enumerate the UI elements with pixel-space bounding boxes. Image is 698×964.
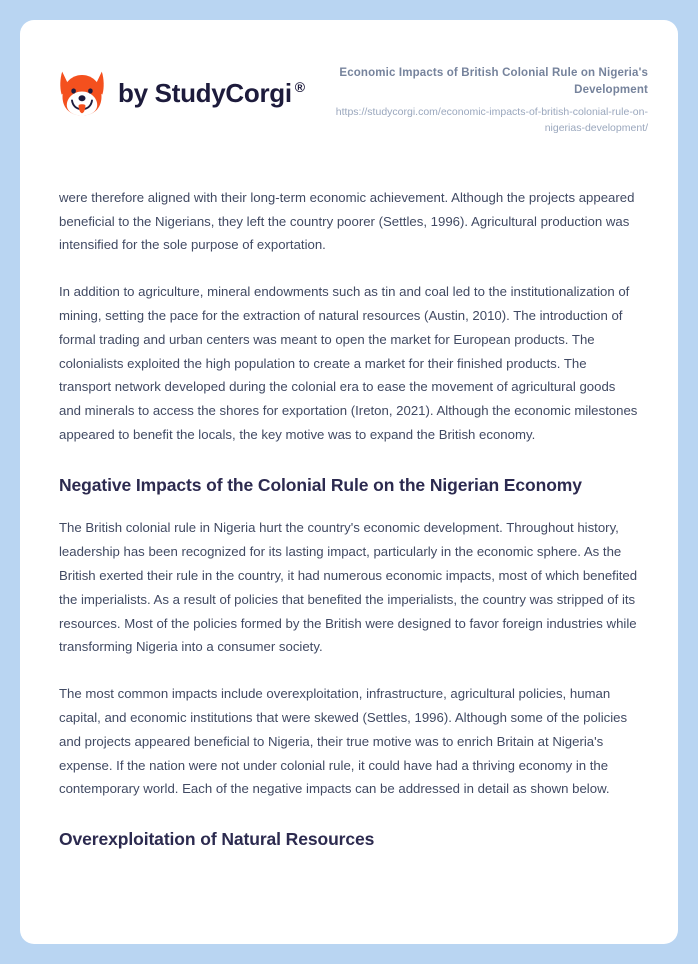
- brand-wordmark: [118, 80, 305, 106]
- body-paragraph: The most common impacts include overexploitation, infrastructure, agricultural policies, human capital, and economic institutions that were skewed (Settles, 1996). Although some of the policies and projects appeared beneficial to Nigeria, their true motive was to enrich Britain at Nigeria's expense. If the nation were not under colonial rule, it could have had a thriving economy in the contemporary world. Each of the negative impacts can be addressed in detail as shown below.: [59, 686, 628, 797]
- document-page-card: [20, 20, 678, 944]
- document-header: [20, 20, 678, 137]
- body-paragraph: In addition to agriculture, mineral endowments such as tin and coal led to the institutionalization of mining, setting the pace for the extraction of natural resources (Austin, 2010). The introduction of formal trading and urban centers was meant to open the market for European products. The colonialists exploited the high population to create a market for their finished products. The transport network developed during the colonial era to ease the movement of agricultural goods and minerals to access the shores for exportation (Ireton, 2021). Although the economic milestones appeared to benefit the locals, the key motive was to expand the British economy.: [59, 284, 638, 443]
- studycorgi-brand[interactable]: [59, 60, 305, 117]
- document-body: [20, 186, 678, 852]
- body-paragraph: The British colonial rule in Nigeria hurt the country's economic development. Throughout history, leadership has been recognized for its lasting impact, particularly in the economic sphere. As the British exerted their rule in the country, it had numerous economic impacts, most of which benefited the imperialists. As a result of policies that benefited the imperialists, the country was stripped of its resources. Most of the policies formed by the British were designed to favor foreign industries while transforming Nigeria into a consumer society.: [59, 520, 638, 655]
- section-heading: Overexploitation of Natural Resources: [59, 829, 375, 850]
- document-title: Economic Impacts of British Colonial Rule on Nigeria's Development: [339, 67, 648, 96]
- corgi-logo-icon: [59, 69, 105, 117]
- section-heading: Negative Impacts of the Colonial Rule on the Nigerian Economy: [59, 474, 582, 495]
- document-source-url[interactable]: https://studycorgi.com/economic-impacts-of-british-colonial-rule-on-nigerias-development/: [335, 106, 648, 135]
- brand-wordmark-text: by StudyCorgi: [118, 78, 292, 108]
- document-header-meta: [305, 60, 648, 137]
- registered-trademark-icon: ®: [294, 79, 305, 96]
- body-paragraph: were therefore aligned with their long-term economic achievement. Although the projects appeared beneficial to the Nigerians, they left the country poorer (Settles, 1996). Agricultural production was intensified for the sole purpose of exportation.: [59, 189, 635, 253]
